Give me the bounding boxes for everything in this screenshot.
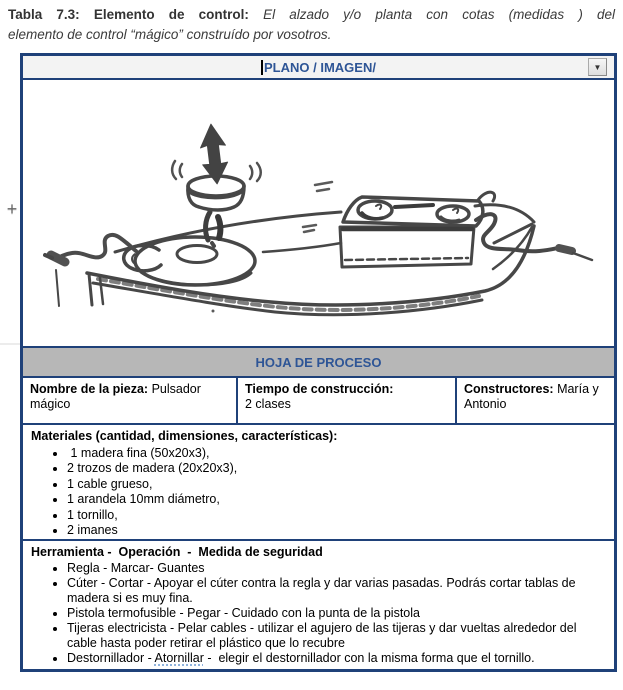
herramientas-heading: Herramienta - Operación - Medida de seguridad	[31, 545, 323, 559]
list-item-text: Destornillador -	[67, 651, 155, 665]
chevron-down-icon: ▼	[593, 62, 602, 72]
materiales-list	[35, 446, 606, 539]
list-item: • Cúter - Cortar - Apoyar el cúter contra la regla y dar varias pasadas. Podrás cortar tablas de madera si es muy fina.	[67, 576, 606, 606]
caption-bold-label: Tabla 7.3: Elemento de control:	[8, 7, 249, 22]
hoja-header-label: HOJA DE PROCESO	[255, 354, 382, 370]
list-item: • Pistola termofusible - Pegar - Cuidado con la punta de la pistola	[67, 606, 606, 621]
add-table-row-button[interactable]: +	[6, 199, 18, 219]
list-item: • Regla - Marcar- Guantes	[67, 561, 606, 576]
list-item: • 1 cable grueso,	[67, 477, 606, 493]
list-item: • Tijeras electricista - Pelar cables - utilizar el agujero de las tijeras y dar vueltas alrededor del cable hasta poder retirar el plástico que lo recubre	[67, 621, 606, 651]
cell-nombre-pieza[interactable]	[23, 378, 238, 423]
tiempo-value: 2 clases	[245, 397, 291, 411]
materiales-heading: Materiales (cantidad, dimensiones, características):	[31, 429, 338, 443]
constructores-value: María y Antonio	[464, 382, 602, 411]
plano-header-label: PLANO / IMAGEN/	[264, 59, 376, 75]
list-item: • 2 imanes	[67, 523, 606, 539]
plano-header-row[interactable]	[23, 56, 614, 80]
cell-constructores[interactable]	[457, 378, 614, 423]
tiempo-label: Tiempo de construcción:	[245, 382, 394, 396]
cell-tiempo-construccion[interactable]	[238, 378, 457, 423]
list-item: • 1 tornillo,	[67, 508, 606, 524]
spellcheck-flagged-word[interactable]: Atornillar	[154, 651, 204, 665]
nombre-label: Nombre de la pieza:	[30, 382, 149, 396]
materiales-cell[interactable]	[23, 425, 614, 541]
list-item: • 2 trozos de madera (20x20x3),	[67, 461, 606, 477]
list-item-text: - elegir el destornillador con la misma forma que el tornillo.	[203, 651, 535, 665]
list-item: • 1 arandela 10mm diámetro,	[67, 492, 606, 508]
caption-line-2: elemento de control “mágico” construído por vosotros.	[8, 27, 332, 42]
plano-image-cell[interactable]	[23, 80, 614, 346]
list-item	[67, 651, 606, 666]
nombre-value: Pulsador mágico	[30, 382, 205, 411]
info-row	[23, 378, 614, 425]
table-caption	[8, 5, 615, 45]
herramientas-cell[interactable]	[23, 541, 614, 669]
row-boundary-hint	[0, 343, 20, 345]
pencil-sketch-drawing	[23, 80, 614, 346]
caption-line-1	[8, 5, 615, 25]
text-cursor	[261, 60, 263, 75]
herramientas-list	[35, 561, 606, 666]
dropdown-button[interactable]	[588, 58, 607, 76]
hoja-header-row[interactable]	[23, 346, 614, 378]
caption-italic-part: El alzado y/o planta con cotas (medidas ) del	[248, 7, 615, 22]
constructores-label: Constructores:	[464, 382, 554, 396]
list-item: • 1 madera fina (50x20x3),	[67, 446, 606, 462]
process-sheet-table	[20, 53, 617, 672]
